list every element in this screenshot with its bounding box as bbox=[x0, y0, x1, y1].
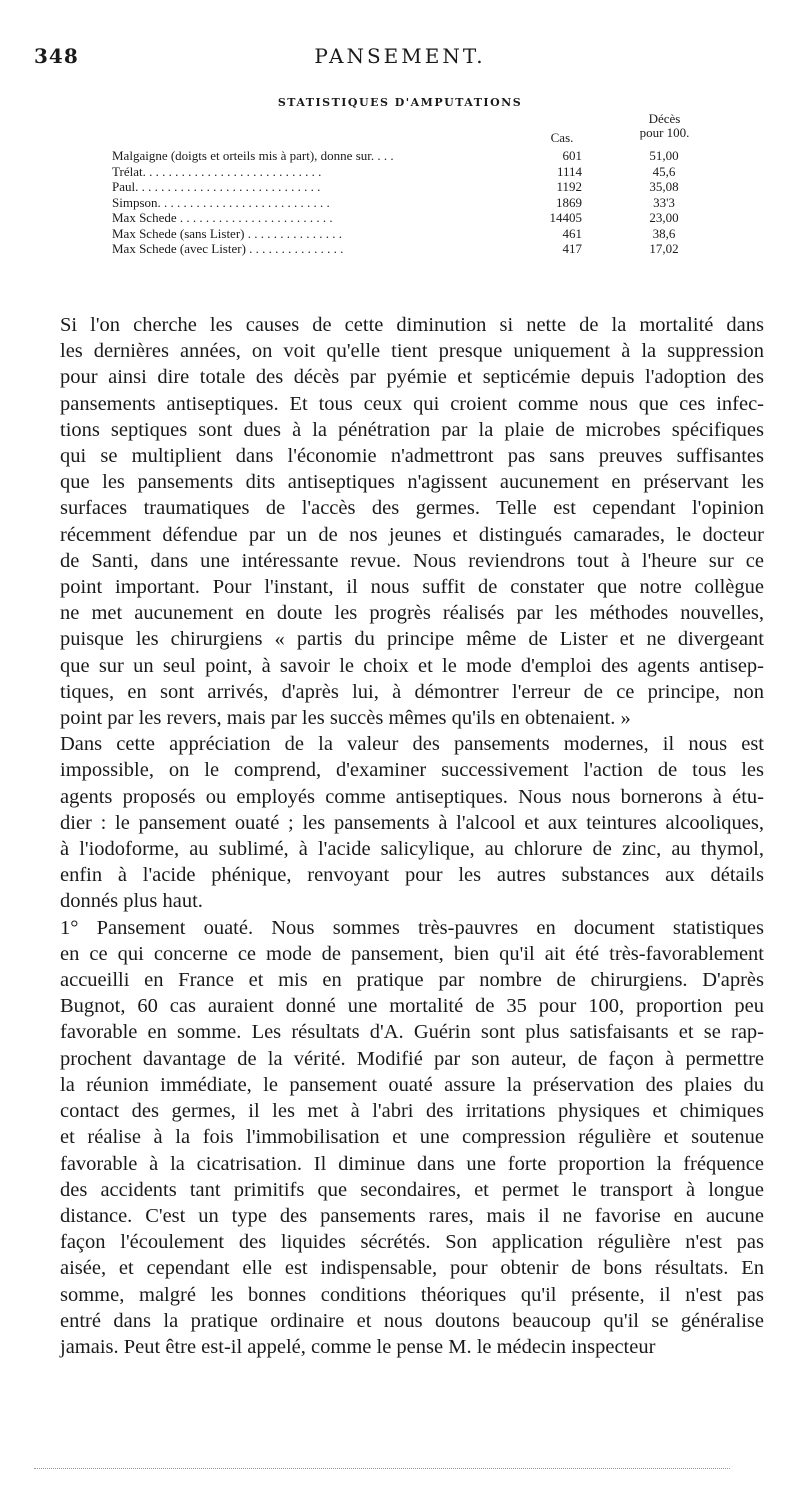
amputation-statistics-table bbox=[112, 112, 712, 257]
row-deces: 23,00 bbox=[649, 210, 679, 225]
column-header-cas: Cas. bbox=[550, 130, 574, 145]
text-line: ne met aucunement en doute les progrès réalisés par les méthodes nouvelles, bbox=[60, 602, 764, 625]
text-line: favorable à la cicatrisation. Il diminue dans une forte proportion la fréquence bbox=[60, 1152, 764, 1175]
body-text bbox=[60, 312, 764, 1360]
row-cas: 14405 bbox=[549, 210, 582, 225]
text-line: distance. C'est un type des pansements rares, mais il ne favorise en aucune bbox=[60, 1204, 764, 1227]
row-deces: 38,6 bbox=[652, 225, 676, 241]
row-deces: 45,6 bbox=[652, 163, 676, 179]
text-line: accueilli en France et mis en pratique par nombre de chirurgiens. D'après bbox=[60, 969, 764, 992]
row-author: Trélat. . . . . . . . . . . . . . . . . . . . . . . . . . . . bbox=[112, 163, 322, 179]
text-line: à l'iodoforme, au sublimé, à l'acide salicylique, au chlorure de zinc, au thymol, bbox=[60, 838, 764, 861]
table-row bbox=[112, 195, 712, 211]
table-row bbox=[112, 210, 712, 226]
table-body bbox=[112, 148, 712, 257]
table-row bbox=[112, 241, 712, 257]
text-line: en ce qui concerne ce mode de pansement, bien qu'il ait été très-favorablement bbox=[60, 942, 764, 965]
text-line: que sur un seul point, à savoir le choix et le mode d'emploi des agents antisep- bbox=[60, 654, 764, 677]
table-title: STATISTIQUES D'AMPUTATIONS bbox=[277, 96, 523, 109]
table-row bbox=[112, 226, 712, 242]
text-line: prochent davantage de la vérité. Modifié par son auteur, de façon à permettre bbox=[60, 1047, 764, 1070]
text-line: point par les revers, mais par les succès mêmes qu'ils en obtenaient. » bbox=[60, 707, 631, 730]
row-deces: 51,00 bbox=[649, 148, 679, 163]
column-header-deces-line1: Décès bbox=[648, 111, 681, 126]
row-cas: 461 bbox=[562, 225, 582, 241]
text-line: la réunion immédiate, le pansement ouaté assure la préservation des plaies du bbox=[60, 1073, 764, 1096]
row-author: Max Schede . . . . . . . . . . . . . . . . . . . . . . . . bbox=[112, 210, 333, 225]
row-author: Malgaigne (doigts et orteils mis à part), donne sur. . . . bbox=[112, 148, 394, 163]
table-row bbox=[112, 179, 712, 195]
text-line: de Santi, dans une intéressante revue. Nous reviendrons tout à l'heure sur ce bbox=[60, 549, 764, 572]
table-header bbox=[112, 112, 712, 148]
text-line: que les pansements dits antiseptiques n'agissent aucunement en préservant les bbox=[60, 471, 764, 494]
row-cas: 1114 bbox=[556, 163, 582, 179]
page-header bbox=[34, 44, 766, 74]
text-line: impossible, on le comprend, d'examiner successivement l'action de tous les bbox=[60, 759, 764, 782]
text-line: donnés plus haut. bbox=[60, 890, 203, 913]
text-line: enfin à l'acide phénique, renvoyant pour les autres substances aux détails bbox=[60, 864, 764, 887]
row-author: Simpson. . . . . . . . . . . . . . . . . . . . . . . . . . . bbox=[112, 194, 330, 210]
row-author: Max Schede (avec Lister) . . . . . . . . . . . . . . . bbox=[112, 241, 344, 256]
text-line: tiques, en sont arrivés, d'après lui, à démontrer l'erreur de ce principe, non bbox=[60, 680, 764, 703]
footer-rule bbox=[34, 1468, 730, 1469]
page-number: 348 bbox=[34, 44, 79, 68]
column-header-deces-line2: pour 100. bbox=[639, 125, 690, 140]
text-line: point important. Pour l'instant, il nous suffit de constater que notre collègue bbox=[60, 576, 764, 599]
text-line: pansements antiseptiques. Et tous ceux qui croient comme nous que ces infec- bbox=[60, 392, 764, 415]
text-line: surfaces traumatiques de l'accès des germes. Telle est cependant l'opinion bbox=[60, 497, 764, 520]
row-cas: 1192 bbox=[556, 179, 582, 194]
text-line: Bugnot, 60 cas auraient donné une mortalité de 35 pour 100, proportion peu bbox=[60, 995, 764, 1018]
running-title: PANSEMENT. bbox=[314, 44, 486, 68]
text-line: des accidents tant primitifs que secondaires, et permet le transport à longue bbox=[60, 1178, 764, 1201]
text-line: et réalise à la fois l'immobilisation et une compression régulière et soutenue bbox=[60, 1126, 764, 1149]
text-line: entré dans la pratique ordinaire et nous doutons beaucoup qu'il se généralise bbox=[60, 1309, 764, 1332]
text-line: agents proposés ou employés comme antiseptiques. Nous nous bornerons à étu- bbox=[60, 785, 764, 808]
text-line: somme, malgré les bonnes conditions théoriques qu'il présente, il n'est pas bbox=[60, 1283, 764, 1306]
table-row bbox=[112, 148, 712, 164]
row-cas: 417 bbox=[562, 241, 582, 256]
text-line: récemment défendue par un de nos jeunes et distingués camarades, le docteur bbox=[60, 523, 764, 546]
row-author: Paul. . . . . . . . . . . . . . . . . . . . . . . . . . . . . bbox=[112, 179, 321, 194]
text-line: tions septiques sont dues à la pénétration par la plaie de microbes spécifiques bbox=[60, 418, 764, 441]
text-line: favorable en somme. Les résultats d'A. Guérin sont plus satisfaisants et se rap- bbox=[60, 1021, 764, 1044]
column-header-deces bbox=[617, 112, 712, 140]
text-line: les dernières années, on voit qu'elle tient presque uniquement à la suppression bbox=[60, 340, 764, 363]
text-line: contact des germes, il les met à l'abri des irritations physiques et chimiques bbox=[60, 1100, 764, 1123]
row-cas: 1869 bbox=[556, 194, 582, 210]
text-line: pour ainsi dire totale des décès par pyémie et septicémie depuis l'adoption des bbox=[60, 366, 764, 389]
text-line: jamais. Peut être est-il appelé, comme le pense M. le médecin inspecteur bbox=[60, 1335, 656, 1358]
text-line: façon l'écoulement des liquides sécrétés. Son application régulière n'est pas bbox=[60, 1231, 764, 1254]
row-deces: 17,02 bbox=[649, 241, 679, 256]
text-line: Dans cette appréciation de la valeur des pansements modernes, il nous est bbox=[60, 733, 764, 756]
text-line: dier : le pansement ouaté ; les pansements à l'alcool et aux teintures alcooliques, bbox=[60, 811, 764, 834]
text-line: puisque les chirurgiens « partis du principe même de Lister et ne divergeant bbox=[60, 628, 764, 651]
row-author: Max Schede (sans Lister) . . . . . . . . . . . . . . . bbox=[112, 225, 342, 241]
text-line: 1° Pansement ouaté. Nous sommes très-pauvres en document statistiques bbox=[60, 916, 764, 939]
text-line: Si l'on cherche les causes de cette diminution si nette de la mortalité dans bbox=[60, 314, 764, 336]
text-line: qui se multiplient dans l'économie n'admettront pas sans preuves suffisantes bbox=[60, 445, 764, 468]
table-row bbox=[112, 164, 712, 180]
row-deces: 35,08 bbox=[649, 179, 679, 194]
row-deces: 33'3 bbox=[653, 194, 675, 210]
row-cas: 601 bbox=[562, 148, 582, 163]
text-line: aisée, et cependant elle est indispensable, pour obtenir de bons résultats. En bbox=[60, 1257, 764, 1280]
